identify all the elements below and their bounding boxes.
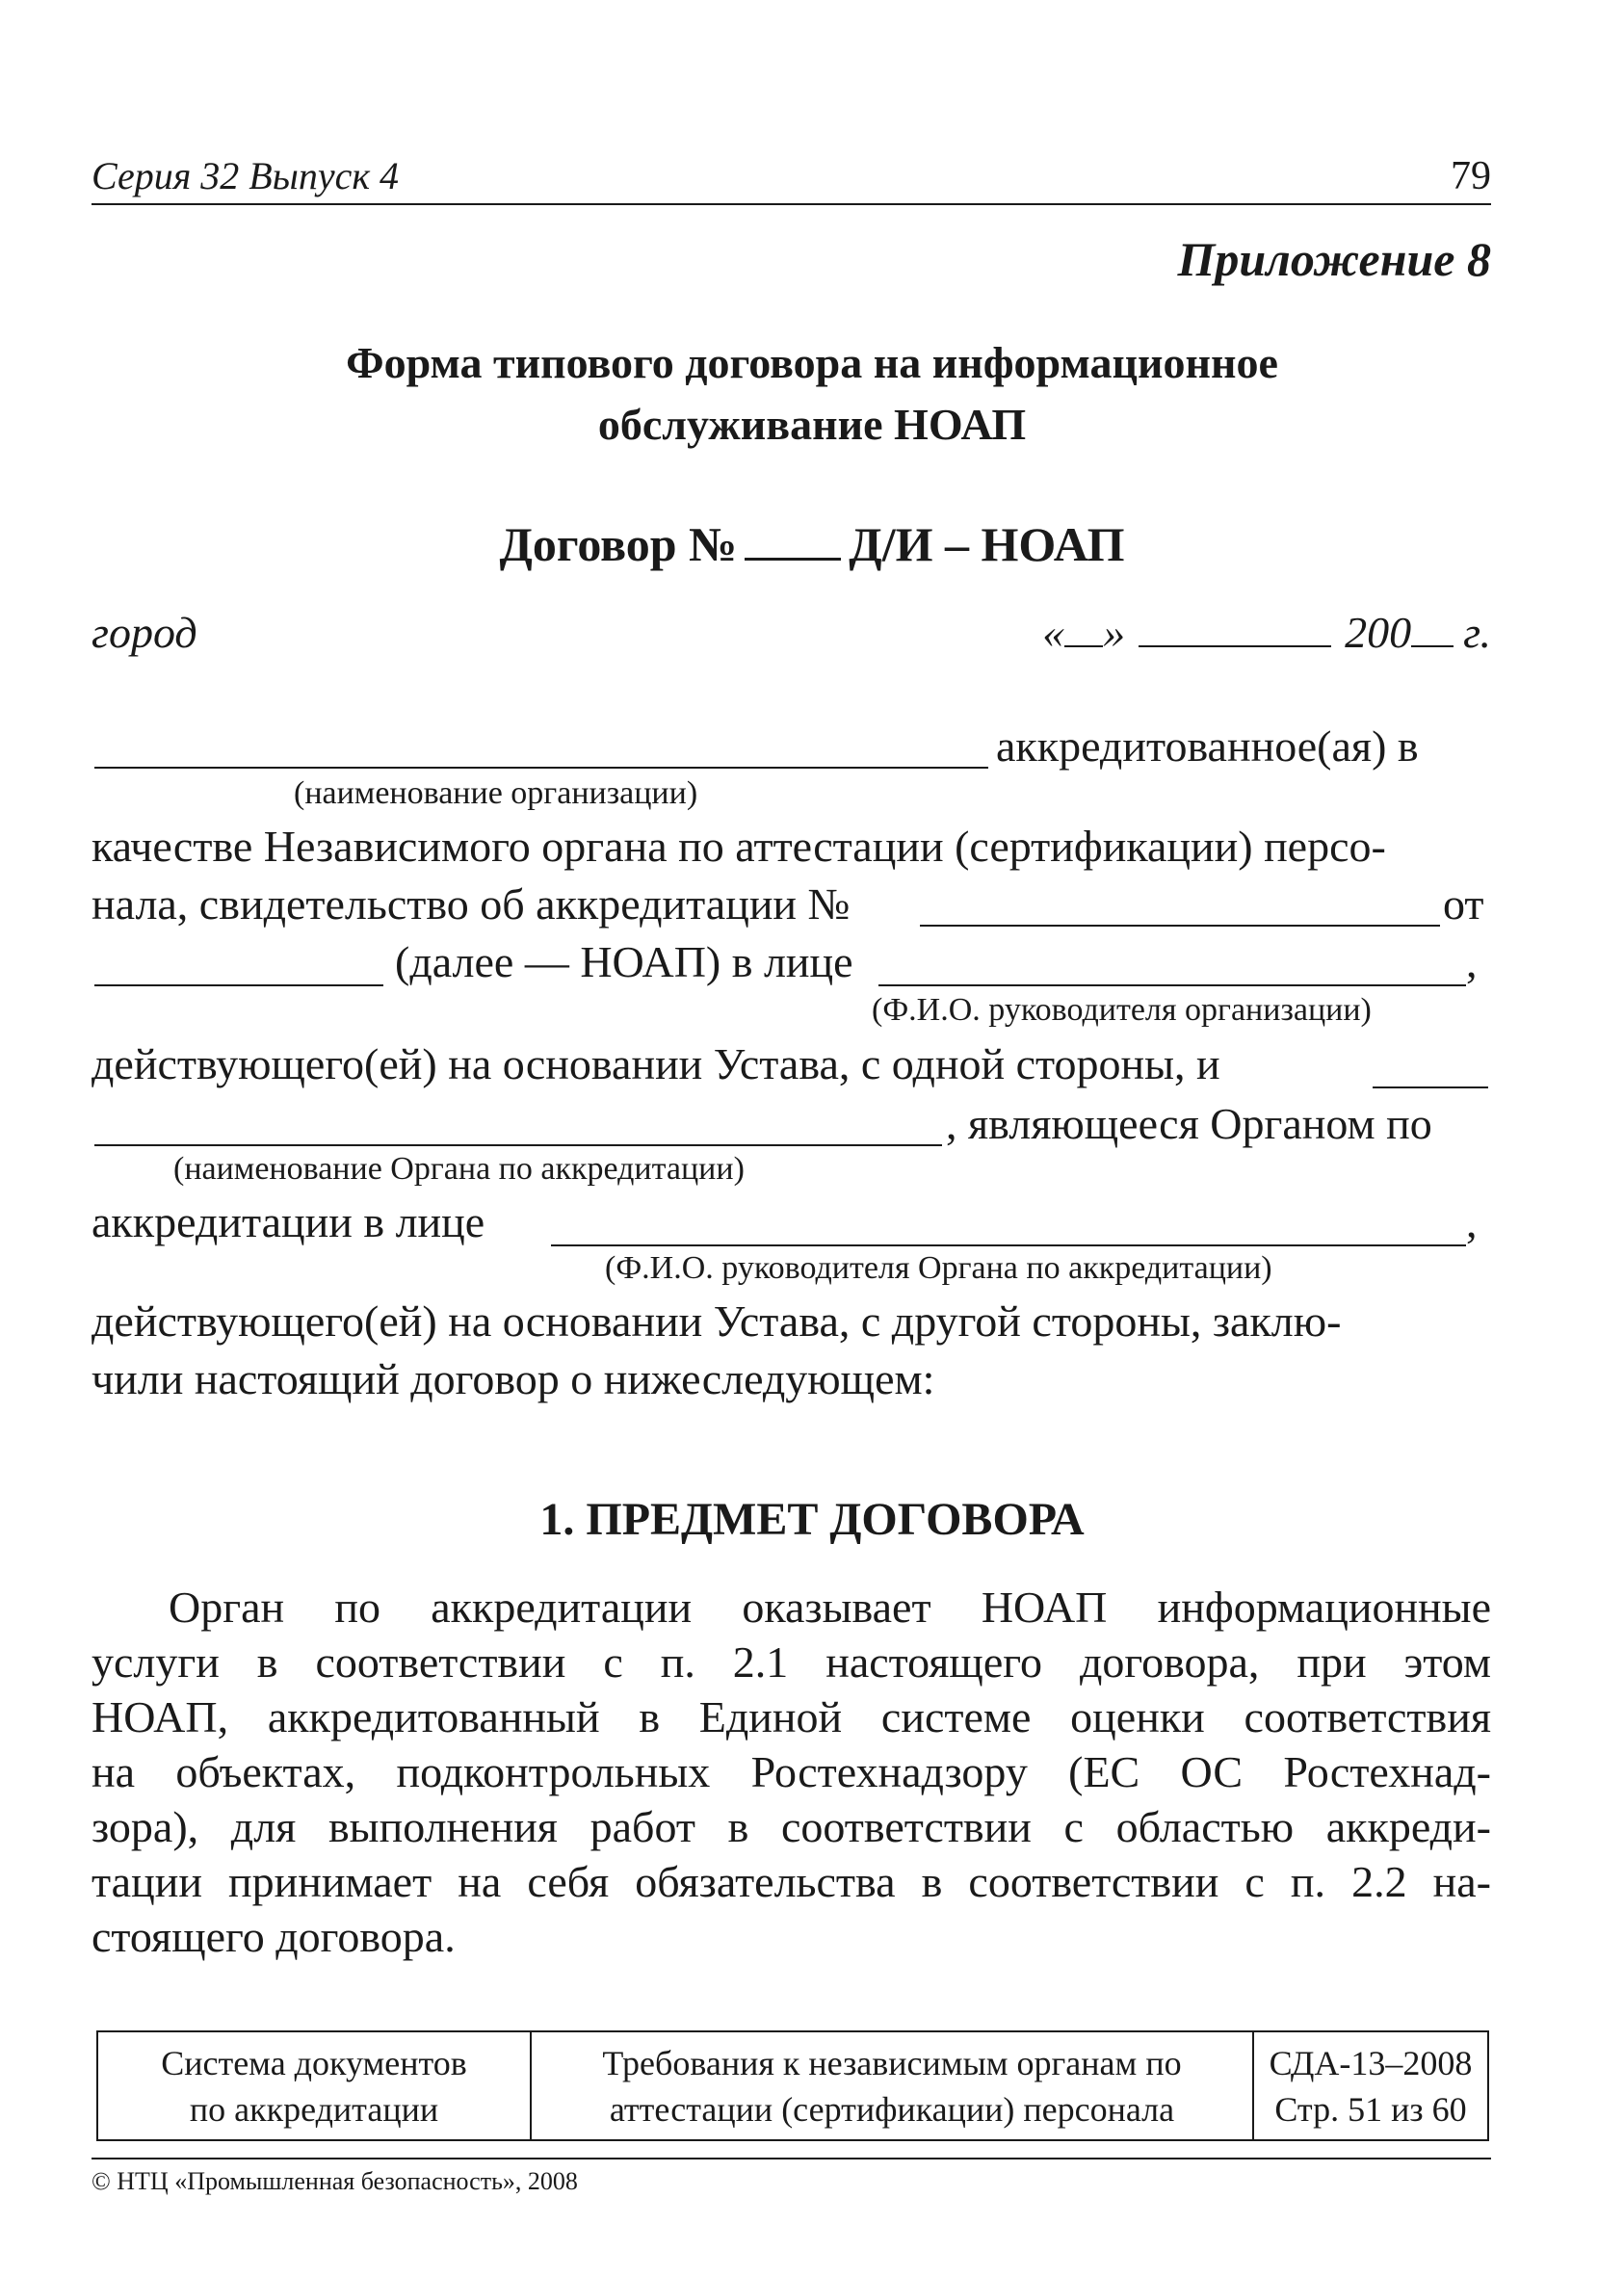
caption-org-name: (наименование организации) (294, 775, 698, 811)
body-role-text: , являющееся Органом по (946, 1099, 1432, 1148)
paragraph-line: Орган по аккредитации оказывает НОАП информационные (169, 1583, 1491, 1632)
date-line (1042, 607, 1491, 658)
acting-line-2: действующего(ей) на основании Устава, с другой стороны, заклю- (92, 1296, 1342, 1346)
comma-2: , (1466, 1197, 1478, 1246)
accreditation-text: аккредитации в лице (92, 1197, 485, 1246)
body-name-blank-start (1373, 1042, 1488, 1088)
day-blank (1064, 607, 1103, 647)
paragraph-line: тации принимает на себя обязательства в соответствии с п. 2.2 на- (92, 1857, 1491, 1906)
month-blank (1139, 607, 1331, 647)
quality-line: качестве Независимого органа по аттестации (сертификации) персо- (92, 822, 1386, 871)
org-name-blank (94, 722, 988, 769)
copyright-text: © НТЦ «Промышленная безопасность», 2008 (92, 2167, 578, 2195)
contract-suffix: Д/И – НОАП (849, 517, 1125, 571)
accredited-text: аккредитованное(ая) в (996, 721, 1419, 771)
paragraph-line: услуги в соответствии с п. 2.1 настоящего договора, при этом (92, 1637, 1491, 1687)
paragraph-line: зора), для выполнения работ в соответствии с областью аккреди- (92, 1802, 1491, 1851)
year-suffix: г. (1463, 608, 1491, 657)
certificate-number-blank (920, 880, 1440, 927)
series-label: Серия 32 Выпуск 4 (92, 154, 400, 197)
footer-cell-text: аттестации (сертификации) персонала (609, 2089, 1175, 2129)
contract-number-blank (745, 515, 841, 561)
concluded-line: чили настоящий договор о нижеследующем: (92, 1354, 935, 1403)
comma-1: , (1466, 937, 1478, 986)
footer-cell-text: Система документов (161, 2043, 467, 2082)
acting-line-1: действующего(ей) на основании Устава, с одной стороны, и (92, 1039, 1220, 1088)
footer-cell-requirements (531, 2031, 1253, 2140)
title-line-2: обслуживание НОАП (597, 400, 1027, 449)
noap-text: (далее — НОАП) в лице (395, 937, 853, 986)
caption-body-name: (наименование Органа по аккредитации) (173, 1151, 745, 1187)
body-head-blank (551, 1200, 1466, 1246)
paragraph-line: НОАП, аккредитованный в Единой системе оценки соответствия (92, 1692, 1491, 1741)
footer-cell-text: по аккредитации (189, 2089, 439, 2129)
appendix-label: Приложение 8 (1177, 232, 1491, 286)
document-footer-table (96, 2030, 1489, 2141)
quote-close: » (1103, 608, 1126, 657)
section-title: 1. ПРЕДМЕТ ДОГОВОРА (539, 1494, 1085, 1545)
title-line-1: Форма типового договора на информационное (346, 338, 1278, 387)
certificate-date-blank (94, 940, 383, 986)
copyright-divider (92, 2158, 1491, 2159)
footer-cell-text: СДА-13–2008 (1269, 2043, 1473, 2082)
footer-cell-text: Стр. 51 из 60 (1274, 2089, 1467, 2129)
footer-cell-system (97, 2031, 531, 2140)
org-head-blank (878, 940, 1466, 986)
footer-cell-text: Требования к независимым органам по (602, 2043, 1182, 2082)
year-prefix: 200 (1345, 608, 1412, 657)
contract-number (0, 515, 1624, 572)
caption-org-head: (Ф.И.О. руководителя организации) (872, 992, 1372, 1028)
body-name-blank (94, 1100, 942, 1146)
paragraph-line: на объектах, подконтрольных Ростехнадзору (ЕС ОС Ростехнад- (92, 1747, 1491, 1796)
caption-body-head: (Ф.И.О. руководителя Органа по аккредитации) (605, 1250, 1272, 1286)
section-paragraph (92, 1580, 1491, 1964)
from-text: от (1443, 879, 1484, 929)
certificate-text: нала, свидетельство об аккредитации № (92, 879, 851, 929)
city-label: город (92, 608, 197, 657)
running-header (92, 149, 1491, 205)
contract-prefix: Договор № (499, 517, 738, 571)
paragraph-line: стоящего договора. (92, 1912, 456, 1961)
year-blank (1411, 607, 1454, 647)
document-title (0, 332, 1624, 456)
page-number: 79 (1451, 154, 1491, 198)
quote-open: « (1042, 608, 1065, 657)
footer-cell-code (1253, 2031, 1488, 2140)
